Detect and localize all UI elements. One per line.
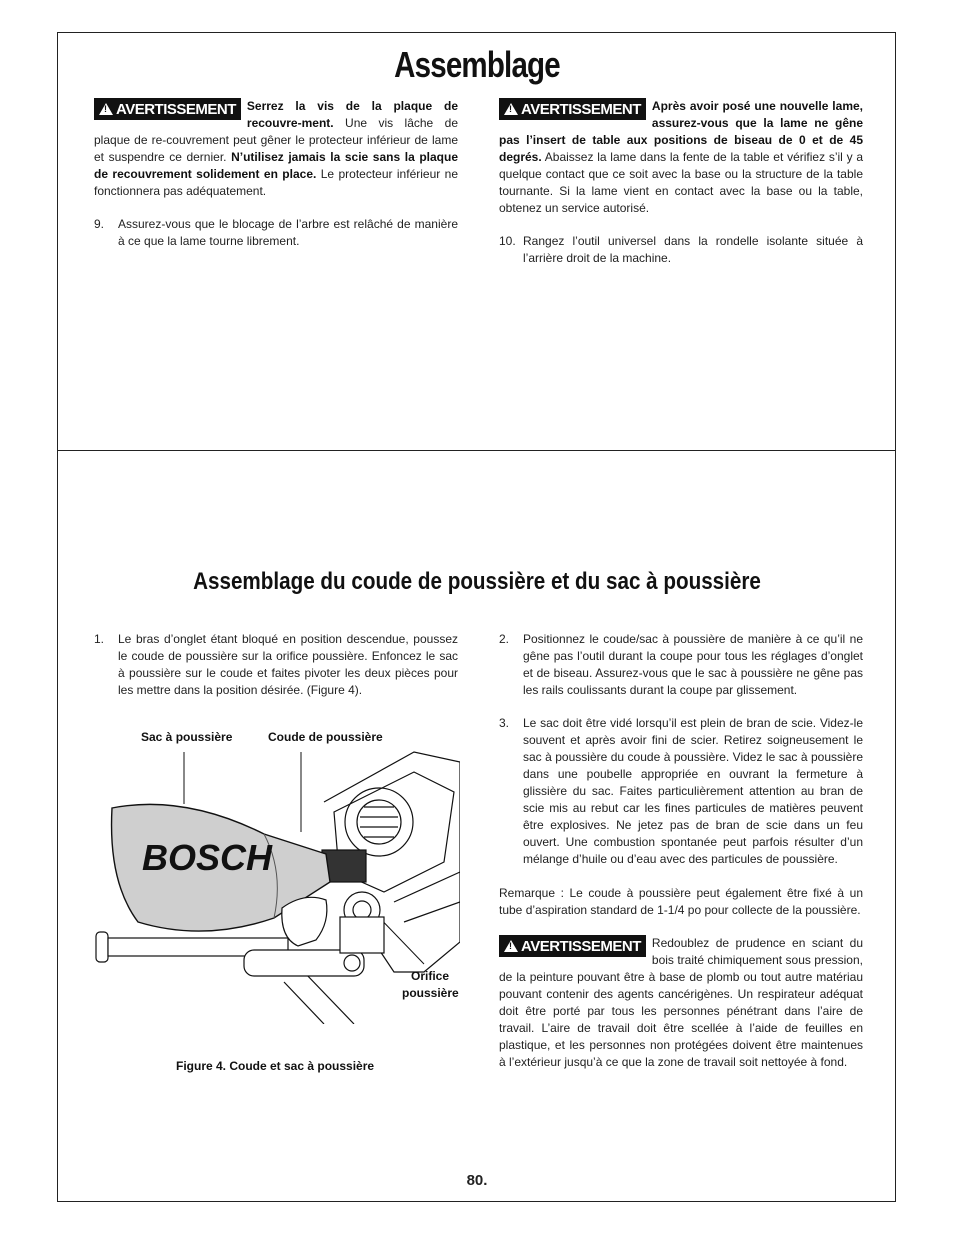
list-item [94, 631, 458, 699]
warning-block [94, 98, 458, 200]
item-text: Le bras d’onglet étant bloqué en position descendue, poussez le coude de poussière sur la orifice poussière. Enfoncez le sac à poussière sur le coude et faites pivoter les deux pièces pour les mettre dans la position désirée. (Figure 4). [118, 632, 458, 697]
page-title: Assemblage [394, 44, 560, 85]
figure-label-bag: Sac à poussière [141, 730, 233, 744]
warning-label: AVERTISSEMENT [116, 100, 236, 118]
bottom-left-column [94, 615, 458, 699]
section-title: Assemblage du coude de poussière et du sac à poussière [193, 568, 761, 595]
item-text: Positionnez le coude/sac à poussière de manière à ce qu’il ne gêne pas l’outil durant la coupe pour tous les réglages d’onglet et de biseau. Assurez-vous que le sac à poussière ne gêne pas les rails coulissants durant la coupe par glissement. [523, 632, 863, 697]
dust-bag-illustration [94, 742, 460, 1024]
warning-text-2: Le protecteur inférieur ne fonctionnera pas adéquatement. [94, 167, 458, 198]
item-text: Le sac doit être vidé lorsqu’il est plein de bran de scie. Videz-le souvent et après avoir fini de scier. Retirez soigneusement le sac à poussière du coude à poussière. Videz le sac à poussière dans une poubelle appropriée en ouvrant la fermeture à glissière du sac. Faites particulièrement attention au bran de scie mis au rebut car les fines particules de matières peuvent être explosives. Ne jetez pas de bran de scie dans un feu ouvert. Une combustion spontanée peut parfois résulter d’un mélange d’huile ou d’eau avec des particules de poussière. [523, 716, 863, 866]
rails [96, 932, 364, 976]
list-item [499, 715, 863, 868]
item-number: 2. [499, 632, 510, 646]
warning-text: Redoublez de prudence en sciant du bois traité chimiquement sous pression, de la peinture pouvant être à base de plomb ou tout autre matériau pouvant contenir des agents cancérigènes. Un respirateur adéquat doit être porté par tous les personnes pénétrant dans l’aire de travail. L’aire de travail doit être scellée à l’aide de feuilles en plastique, et les personnes non protégées doivent être maintenues à l’extérieur jusqu’à ce que la zone de travail soit nettoyée à fond. [499, 936, 863, 1069]
dust-elbow [322, 850, 384, 953]
item-number: 1. [94, 632, 105, 646]
note-paragraph: Remarque : Le coude à poussière peut également être fixé à un tube d’aspiration standard de 1-1/4 po pour collecte de la poussière. [499, 886, 863, 917]
hand-sketch [282, 897, 327, 946]
figure-caption: Figure 4. Coude et sac à poussière [176, 1059, 375, 1073]
warning-badge [499, 98, 646, 120]
warning-bold-text: Après avoir posé une nouvelle lame, assurez-vous que la lame ne gêne pas l’insert de table aux positions de biseau de 0 et de 45 degrés. [499, 99, 863, 164]
warning-badge [94, 98, 241, 120]
warning-badge [499, 935, 646, 957]
item-number: 10. [499, 234, 516, 248]
bag-brand-text: BOSCH [142, 837, 273, 878]
warning-triangle-icon [99, 103, 113, 115]
top-left-column [94, 98, 458, 250]
warning-triangle-icon [504, 940, 518, 952]
warning-text: Une vis lâche de plaque de re-couvrement peut gêner le protecteur inférieur de lame et suspendre ce dernier. [94, 116, 458, 164]
warning-label: AVERTISSEMENT [521, 100, 641, 118]
figure-label-port-line2: poussière [402, 986, 459, 1000]
list-item [499, 233, 863, 267]
warning-triangle-icon [504, 103, 518, 115]
warning-block [499, 98, 863, 217]
warning-block [499, 935, 863, 1071]
list-item [499, 631, 863, 699]
item-text: Rangez l’outil universel dans la rondelle isolante située à l’arrière droit de la machine. [523, 234, 863, 265]
warning-text: Abaissez la lame dans la fente de la table et vérifiez s’il y a quelque contact que ce soit avec la base ou la structure de la table tournante. Si la lame vient en contact avec la base ou la table, obtenez un service autorisé. [499, 150, 863, 215]
figure-label-elbow: Coude de poussière [268, 730, 383, 744]
figure-label-port-line1: Orifice [411, 969, 450, 983]
page-number: 80. [466, 1172, 488, 1189]
section-divider [57, 450, 896, 451]
warning-bold-text: Serrez la vis de la plaque de recouvre-ment. [246, 99, 458, 130]
item-text: Assurez-vous que le blocage de l’arbre est relâché de manière à ce que la lame tourne librement. [118, 217, 458, 248]
warning-bold-text-2: N’utilisez jamais la scie sans la plaque de recouvrement solidement en place. [94, 150, 458, 181]
list-item [94, 216, 458, 250]
top-right-column [499, 98, 863, 267]
item-number: 3. [499, 716, 510, 730]
item-number: 9. [94, 217, 105, 231]
warning-label: AVERTISSEMENT [521, 937, 641, 955]
bottom-right-column [499, 615, 863, 1071]
